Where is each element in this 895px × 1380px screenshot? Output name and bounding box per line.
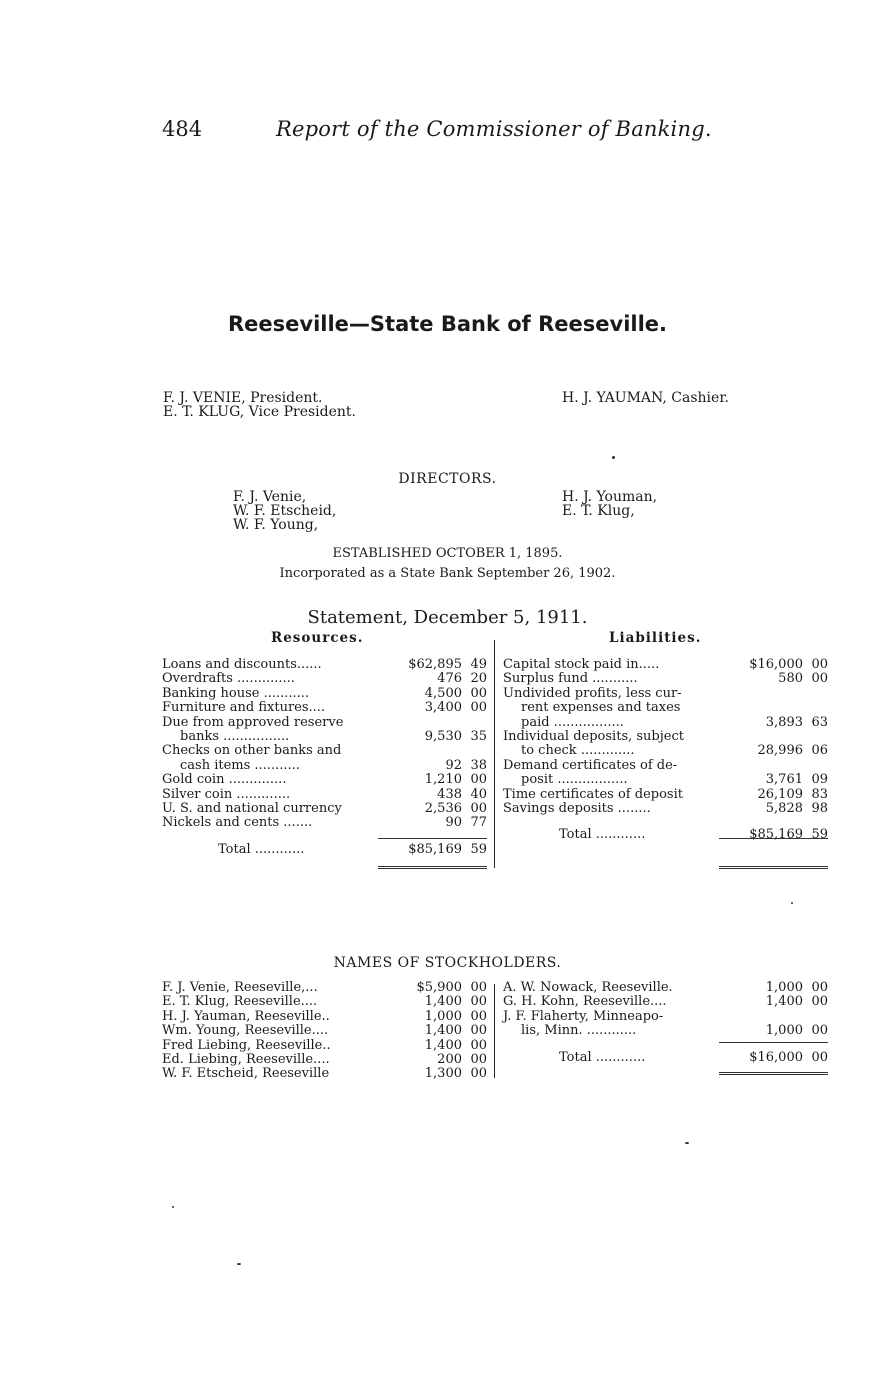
scan-speck [791,902,793,904]
row-cents: 00 [811,980,828,995]
stockholder-row [162,1039,487,1053]
row-dollars: 3,761 [765,772,803,788]
bank-title: Reeseville—State Bank of Reeseville. [227,312,668,336]
row-dollars: 1,300 [424,1066,462,1082]
row-dollars [738,701,803,715]
row-cents: 49 [470,657,487,672]
scan-speck [237,1263,241,1265]
row-label: Undivided profits, less cur- [503,685,682,701]
total-label: Total ............ [559,827,646,843]
resource-row [162,744,487,758]
liability-row [503,658,828,672]
row-label: Gold coin .............. [162,772,287,788]
resources-total-double-rule [378,866,487,869]
stockholders-divider [494,984,495,1078]
row-cents: 00 [811,994,828,1010]
resource-row [162,788,487,802]
row-cents: 00 [470,801,487,817]
stockholders-sum-rule [719,1042,828,1043]
row-dollars: 438 [437,786,462,802]
row-label: Demand certificates of de- [503,757,678,773]
row-dollars: 1,210 [424,772,462,788]
director-name: E. T. Klug, [562,503,635,519]
total-label: Total ............ [559,1049,646,1065]
row-label: Nickels and cents ....... [162,815,313,831]
resource-row [162,802,487,816]
row-cents: 20 [470,671,487,687]
row-dollars: 1,000 [424,1008,462,1024]
row-cents: 63 [811,714,828,730]
president-line: F. J. VENIE, President. [163,390,323,406]
row-cents: 35 [470,729,487,745]
stockholder-row [162,1024,487,1038]
statement-title: Statement, December 5, 1911. [307,607,588,628]
row-cents [803,687,828,701]
stockholder-row [503,981,828,995]
liability-row [503,716,828,730]
stockholders-right-table [503,981,828,1065]
row-label: Individual deposits, subject [503,729,684,745]
column-divider [494,640,495,868]
liability-row [503,730,828,744]
row-label: Ed. Liebing, Reeseville.... [162,1052,330,1068]
row-label: Wm. Young, Reeseville.... [162,1023,329,1039]
liabilities-heading: Liabilities. [609,630,702,646]
row-cents: 00 [470,1023,487,1039]
row-dollars: $62,895 [408,657,462,672]
resource-row [162,759,487,773]
row-dollars [392,744,462,758]
resource-row [162,672,487,686]
row-cents [803,1010,828,1024]
row-dollars: 2,536 [424,801,462,817]
liability-row [503,687,828,701]
row-cents [803,759,828,773]
row-label: Surplus fund ........... [503,671,638,687]
row-dollars [738,687,803,701]
row-dollars: $16,000 [749,657,803,672]
row-dollars: 3,893 [765,714,803,730]
liability-row [503,788,828,802]
row-label: F. J. Venie, Reeseville,... [162,980,318,995]
incorporated-line: Incorporated as a State Bank September 26, 1902. [279,566,616,581]
stockholder-row [503,995,828,1009]
stockholder-row [162,1053,487,1067]
row-cents: 00 [470,1037,487,1053]
row-dollars [738,1010,803,1024]
row-cents: 98 [811,801,828,817]
resource-row [162,773,487,787]
resources-heading: Resources. [271,630,364,646]
row-cents: 00 [811,671,828,687]
row-dollars [738,759,803,773]
page-number: 484 [162,117,203,141]
row-label: Checks on other banks and [162,743,342,759]
row-dollars: 476 [437,671,462,687]
row-label: G. H. Kohn, Reeseville.... [503,994,667,1010]
stockholder-row [503,1010,828,1024]
stockholder-row [162,1067,487,1081]
row-label: Banking house ........... [162,685,310,701]
row-cents: 00 [470,980,487,995]
total-cents: 59 [811,827,828,843]
row-dollars: 1,400 [424,1023,462,1039]
scan-speck [612,456,615,459]
resource-row [162,730,487,744]
liabilities-total-double-rule [719,866,828,869]
total-row [162,831,487,857]
resource-row [162,816,487,830]
row-label: to check ............. [521,743,635,759]
resources-table [162,658,487,857]
row-label: Savings deposits ........ [503,801,651,817]
stockholders-heading: NAMES OF STOCKHOLDERS. [333,955,562,971]
liability-row [503,773,828,787]
row-label: posit ................. [521,772,628,788]
stockholders-total-double-rule [719,1072,828,1075]
row-label: Capital stock paid in..... [503,657,660,672]
established-line: ESTABLISHED OCTOBER 1, 1895. [332,546,563,561]
row-cents: 00 [470,1052,487,1068]
row-label: U. S. and national currency [162,801,342,817]
resource-row [162,658,487,672]
row-label: paid ................. [521,714,624,730]
liability-row [503,744,828,758]
row-label: Overdrafts .............. [162,671,295,687]
row-label: Time certificates of deposit [503,786,683,802]
row-cents: 00 [470,1066,487,1082]
row-cents: 00 [811,1023,828,1039]
total-dollars: $85,169 [408,841,462,857]
liability-row [503,759,828,773]
row-dollars: 1,000 [765,980,803,995]
row-cents [803,730,828,744]
total-cents: 59 [470,841,487,857]
director-name: W. F. Etscheid, [233,503,337,519]
liability-row [503,701,828,715]
stockholders-left-table [162,981,487,1082]
stockholder-row [162,981,487,995]
row-dollars [738,730,803,744]
row-cents: 06 [811,743,828,759]
row-label: Fred Liebing, Reeseville.. [162,1037,331,1053]
resource-row [162,701,487,715]
resource-row [162,687,487,701]
row-dollars: 580 [778,671,803,687]
row-label: W. F. Etscheid, Reeseville [162,1066,330,1082]
total-dollars: $16,000 [749,1049,803,1065]
row-cents [462,716,487,730]
row-label: A. W. Nowack, Reeseville. [503,980,673,995]
row-cents: 38 [470,757,487,773]
running-title: Report of the Commissioner of Banking. [276,117,712,141]
liability-row [503,802,828,816]
directors-heading: DIRECTORS. [398,471,497,487]
row-cents: 40 [470,786,487,802]
row-label: E. T. Klug, Reeseville.... [162,994,318,1010]
row-dollars: 1,400 [765,994,803,1010]
row-label: Loans and discounts...... [162,657,322,672]
row-cents: 00 [470,1008,487,1024]
liability-row [503,672,828,686]
row-cents: 09 [811,772,828,788]
row-cents: 00 [470,700,487,716]
row-dollars: 200 [437,1052,462,1068]
cashier-line: H. J. YAUMAN, Cashier. [562,390,729,406]
total-label: Total ............ [218,841,305,857]
liabilities-table [503,658,828,843]
row-cents: 83 [811,786,828,802]
row-dollars: 1,400 [424,1037,462,1053]
stockholder-row [162,1010,487,1024]
row-dollars: 9,530 [424,729,462,745]
row-dollars: 3,400 [424,700,462,716]
vice-president-line: E. T. KLUG, Vice President. [163,404,356,420]
row-cents: 00 [470,994,487,1010]
row-dollars: 90 [445,815,462,831]
row-dollars: 92 [445,757,462,773]
row-cents [803,701,828,715]
row-cents [462,744,487,758]
row-label: H. J. Yauman, Reeseville.. [162,1008,330,1024]
liabilities-sum-rule [719,838,828,839]
row-dollars: 28,996 [757,743,803,759]
row-dollars [392,716,462,730]
row-label: Silver coin ............. [162,786,291,802]
total-dollars: $85,169 [749,827,803,843]
row-label: Furniture and fixtures.... [162,700,326,716]
row-label: lis, Minn. ............ [521,1023,637,1039]
row-dollars: 26,109 [757,786,803,802]
row-dollars: $5,900 [416,980,462,995]
row-cents: 00 [470,685,487,701]
row-label: Due from approved reserve [162,714,344,730]
row-label: cash items ........... [180,757,300,773]
director-name: H. J. Youman, [562,489,658,505]
director-name: F. J. Venie, [233,489,307,505]
row-dollars: 1,000 [765,1023,803,1039]
row-dollars: 1,400 [424,994,462,1010]
resources-sum-rule [378,838,487,839]
scan-speck [172,1206,174,1208]
director-name: W. F. Young, [233,517,319,533]
stockholder-row [162,995,487,1009]
resource-row [162,716,487,730]
row-label: rent expenses and taxes [521,700,681,716]
scan-speck [685,1142,689,1144]
total-cents: 00 [811,1049,828,1065]
stockholder-row [503,1024,828,1038]
row-cents: 00 [811,657,828,672]
row-cents: 77 [470,815,487,831]
row-label: J. F. Flaherty, Minneapo- [503,1008,664,1024]
row-dollars: 4,500 [424,685,462,701]
row-dollars: 5,828 [765,801,803,817]
row-label: banks ................ [180,729,290,745]
row-cents: 00 [470,772,487,788]
